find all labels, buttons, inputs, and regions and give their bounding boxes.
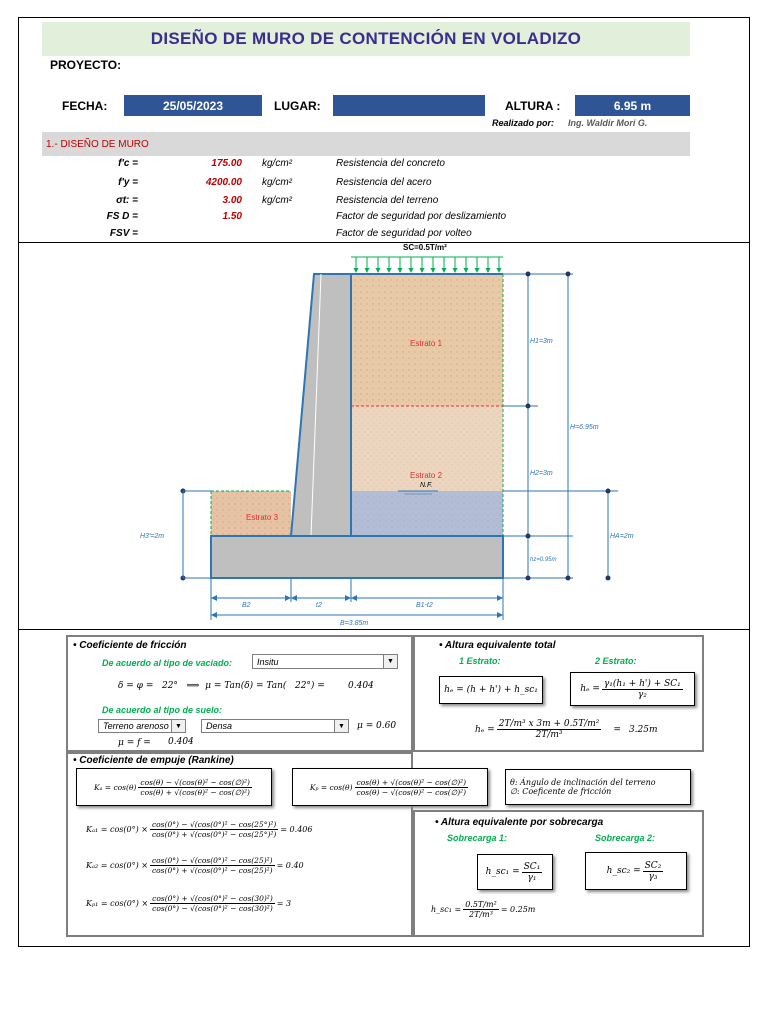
- suelo-select[interactable]: [98, 719, 186, 733]
- vaciado-label: De acuerdo al tipo de vaciado:: [102, 658, 233, 668]
- lugar-label: LUGAR:: [274, 99, 321, 113]
- surcharge-arrowhead: [354, 268, 359, 273]
- mu-value: 0.60: [376, 721, 397, 731]
- mu-f-label: μ = f =: [118, 738, 151, 748]
- param-value: 4200.00: [205, 177, 242, 188]
- surcharge-arrowhead: [376, 268, 381, 273]
- estrato2-label: Estrato 2: [410, 471, 443, 480]
- suelo-label: De acuerdo al tipo de suelo:: [102, 705, 223, 715]
- wall-diagram: [18, 242, 750, 629]
- left-dimension: [183, 491, 211, 578]
- friccion-value: 0.404: [348, 681, 374, 691]
- vaciado-select[interactable]: [252, 654, 398, 669]
- h2-label: H2=3m: [530, 470, 553, 477]
- title-bar: [42, 22, 690, 56]
- b2-label: B2: [242, 602, 251, 609]
- surcharge-arrowhead: [475, 268, 480, 273]
- hsc1-den: γ₁: [527, 872, 537, 883]
- realizado-value: Ing. Waldir Mori G.: [568, 118, 648, 128]
- estrato2-label: 2 Estrato:: [595, 656, 637, 666]
- hsc-calc-den: 2T/m³: [469, 910, 493, 919]
- surcharge-arrowhead: [365, 268, 370, 273]
- param-label: f'c =: [118, 158, 138, 169]
- chevron-down-icon[interactable]: ▼: [171, 720, 185, 732]
- suelo-value: Terreno arenoso: [103, 721, 169, 731]
- hz-label: hz=0.95m: [530, 557, 557, 563]
- param-label: σt: =: [116, 195, 138, 206]
- surcharge-arrowhead: [442, 268, 447, 273]
- h1-label: H1=3m: [530, 338, 553, 345]
- altura-field[interactable]: 6.95 m: [575, 95, 690, 116]
- estrato3-label: Estrato 3: [246, 513, 279, 522]
- densidad-value: Densa: [206, 721, 233, 731]
- param-label: FSV =: [109, 228, 138, 239]
- param-description: Resistencia del terreno: [336, 195, 439, 206]
- param-unit: kg/cm²: [262, 195, 292, 206]
- he-calc: [475, 719, 658, 740]
- proyecto-label: PROYECTO:: [50, 58, 122, 72]
- param-description: Resistencia del concreto: [336, 158, 445, 169]
- param-label: f'y =: [118, 177, 138, 188]
- hsc1-left: h_sc₁ =: [485, 867, 520, 877]
- ka2-den: cos(0°) + √(cos(0°)² − cos(25)²): [151, 866, 273, 875]
- densidad-select[interactable]: [201, 719, 349, 733]
- hsc1-num: SC₁: [523, 861, 541, 872]
- ha-label: HA=2m: [610, 533, 634, 540]
- nf-label: N.F.: [420, 482, 433, 489]
- param-unit: kg/cm²: [262, 177, 292, 188]
- param-unit: kg/cm²: [262, 158, 292, 169]
- estrato1-label: Estrato 1: [410, 339, 443, 348]
- vaciado-value: Insitu: [257, 656, 279, 667]
- friccion-panel: [66, 635, 413, 752]
- sobrecarga1-label: Sobrecarga 1:: [447, 833, 508, 843]
- surcharge-arrowhead: [420, 268, 425, 273]
- he-calc-eq: =: [613, 724, 621, 735]
- hsc1-formula: [477, 854, 553, 890]
- kp1-den: cos(0°) − √(cos(0°)² − cos(30)²): [152, 904, 273, 913]
- t2-label: t2: [316, 602, 322, 609]
- ka-den: cos(θ) + √(cos(θ)² − cos(∅)²): [140, 787, 250, 797]
- right-dimensions: [503, 274, 618, 578]
- surcharge-arrowhead: [453, 268, 458, 273]
- kp1-left: Kₚ₁ = cos(0°) ×: [86, 899, 149, 908]
- surcharge-arrows: [354, 257, 502, 273]
- altura-title: • Altura equivalente total: [439, 640, 556, 651]
- he-calc-den: 2T/m³: [535, 730, 563, 740]
- he-calc-result: 3.25m: [628, 724, 658, 735]
- ka-left: Kₐ = cos(θ): [94, 782, 137, 792]
- hsc-calc-result: = 0.25m: [500, 905, 536, 914]
- b-label: B=3.85m: [340, 620, 369, 627]
- section-title: [42, 132, 690, 156]
- empuje-title: • Coeficiente de empuje (Rankine): [73, 755, 234, 766]
- lugar-field[interactable]: [333, 95, 485, 116]
- ka2-left: Kₐ₂ = cos(0°) ×: [86, 861, 148, 870]
- surcharge-arrowhead: [497, 268, 502, 273]
- param-value: 175.00: [211, 158, 242, 169]
- ka1-left: Kₐ₁ = cos(0°) ×: [86, 825, 148, 834]
- chevron-down-icon[interactable]: ▼: [334, 720, 348, 732]
- hsc-calc-left: h_sc₁ =: [431, 905, 462, 914]
- h-label: H=6.95m: [570, 424, 599, 431]
- chevron-down-icon[interactable]: ▼: [383, 655, 397, 668]
- he-formula-2-left: hₑ =: [580, 684, 600, 694]
- ka1-den: cos(0°) + √(cos(0°)² − cos(25°)²): [151, 830, 277, 839]
- surcharge-arrowhead: [464, 268, 469, 273]
- param-description: Factor de seguridad por volteo: [336, 228, 472, 239]
- sobrecarga-panel: [413, 810, 704, 937]
- ka2-value: = 0.40: [276, 861, 304, 870]
- wall-stem: [291, 274, 351, 536]
- sobrecarga-title: • Altura equivalente por sobrecarga: [435, 817, 604, 828]
- sobrecarga2-label: Sobrecarga 2:: [595, 833, 656, 843]
- mu-label: μ =: [357, 721, 374, 731]
- kp1-calc: [86, 894, 291, 913]
- hsc2-formula: [585, 852, 687, 890]
- divider: [18, 629, 750, 630]
- he-calc-num: 2T/m³ x 3m + 0.5T/m²: [498, 719, 600, 729]
- ka2-num: cos(0°) − √(cos(0°)² − cos(25)²): [151, 856, 273, 865]
- param-description: Factor de seguridad por deslizamiento: [336, 211, 507, 222]
- param-description: Resistencia del acero: [336, 177, 432, 188]
- he-formula-2: [570, 672, 695, 706]
- kp1-num: cos(0°) + √(cos(0°)² − cos(30)²): [152, 894, 273, 903]
- kp-formula: [292, 768, 488, 806]
- altura-panel: [413, 635, 704, 752]
- b1t2-label: B1-t2: [416, 602, 433, 609]
- ka1-num: cos(0°) − √(cos(0°)² − cos(25°)²): [151, 820, 277, 829]
- legend-phi: ∅: Coeficente de fricción: [510, 787, 612, 796]
- ka-num: cos(θ) − √(cos(θ)² − cos(∅)²): [140, 777, 250, 787]
- surcharge-arrowhead: [398, 268, 403, 273]
- section-title-text: 1.- DISEÑO DE MURO: [46, 138, 149, 150]
- surcharge-arrowhead: [387, 268, 392, 273]
- he-formula-2-den: γ₂: [637, 689, 647, 700]
- hsc-calc-num: 0.5T/m²: [465, 900, 497, 909]
- he-formula-1-text: hₑ = (h + h') + h_sc₁: [444, 685, 538, 695]
- ka1-calc: [86, 820, 312, 839]
- ka-formula: [76, 768, 272, 806]
- fecha-field[interactable]: 25/05/2023: [124, 95, 262, 116]
- surcharge-arrowhead: [486, 268, 491, 273]
- friccion-title: • Coeficiente de fricción: [73, 640, 187, 651]
- surcharge-arrowhead: [431, 268, 436, 273]
- page-title: DISEÑO DE MURO DE CONTENCIÓN EN VOLADIZO: [150, 29, 582, 48]
- legend-box: [505, 769, 691, 805]
- water-table: [351, 491, 503, 536]
- estrato1-label: 1 Estrato:: [459, 656, 501, 666]
- surcharge-arrowhead: [409, 268, 414, 273]
- altura-label: ALTURA :: [505, 99, 561, 113]
- param-value: 3.00: [222, 195, 242, 206]
- fecha-label: FECHA:: [62, 99, 108, 113]
- h3-label: H3'=2m: [140, 533, 165, 540]
- mu-f-value: 0.404: [168, 737, 194, 747]
- wall-footing: [211, 536, 503, 578]
- ka1-value: = 0.406: [280, 825, 313, 834]
- friccion-equation: δ = φ = 22° ⟹ μ = Tan(δ) = Tan( 22°) =: [118, 681, 325, 691]
- sc-label: SC=0.5T/m²: [403, 243, 447, 252]
- he-formula-2-num: γ₁(h₁ + h') + SC₁: [603, 678, 681, 689]
- hsc2-left: h_sc₂ =: [606, 866, 641, 876]
- kp-num: cos(θ) + √(cos(θ)² − cos(∅)²): [356, 777, 467, 787]
- hsc-calc: [431, 900, 535, 919]
- hsc2-den: γ₃: [648, 871, 658, 882]
- kp1-value: = 3: [276, 899, 292, 908]
- legend-theta: θ: Ángulo de inclinación del terreno: [510, 778, 656, 787]
- param-label: FS D =: [106, 211, 138, 222]
- realizado-label: Realizado por:: [492, 118, 555, 128]
- ka2-calc: [86, 856, 304, 875]
- kp-left: Kₚ = cos(θ): [309, 782, 353, 792]
- kp-den: cos(θ) − √(cos(θ)² − cos(∅)²): [356, 787, 467, 797]
- he-formula-1: [439, 676, 543, 704]
- hsc2-num: SC₂: [644, 860, 662, 871]
- param-value: 1.50: [222, 211, 242, 222]
- he-calc-left: hₑ =: [475, 724, 495, 735]
